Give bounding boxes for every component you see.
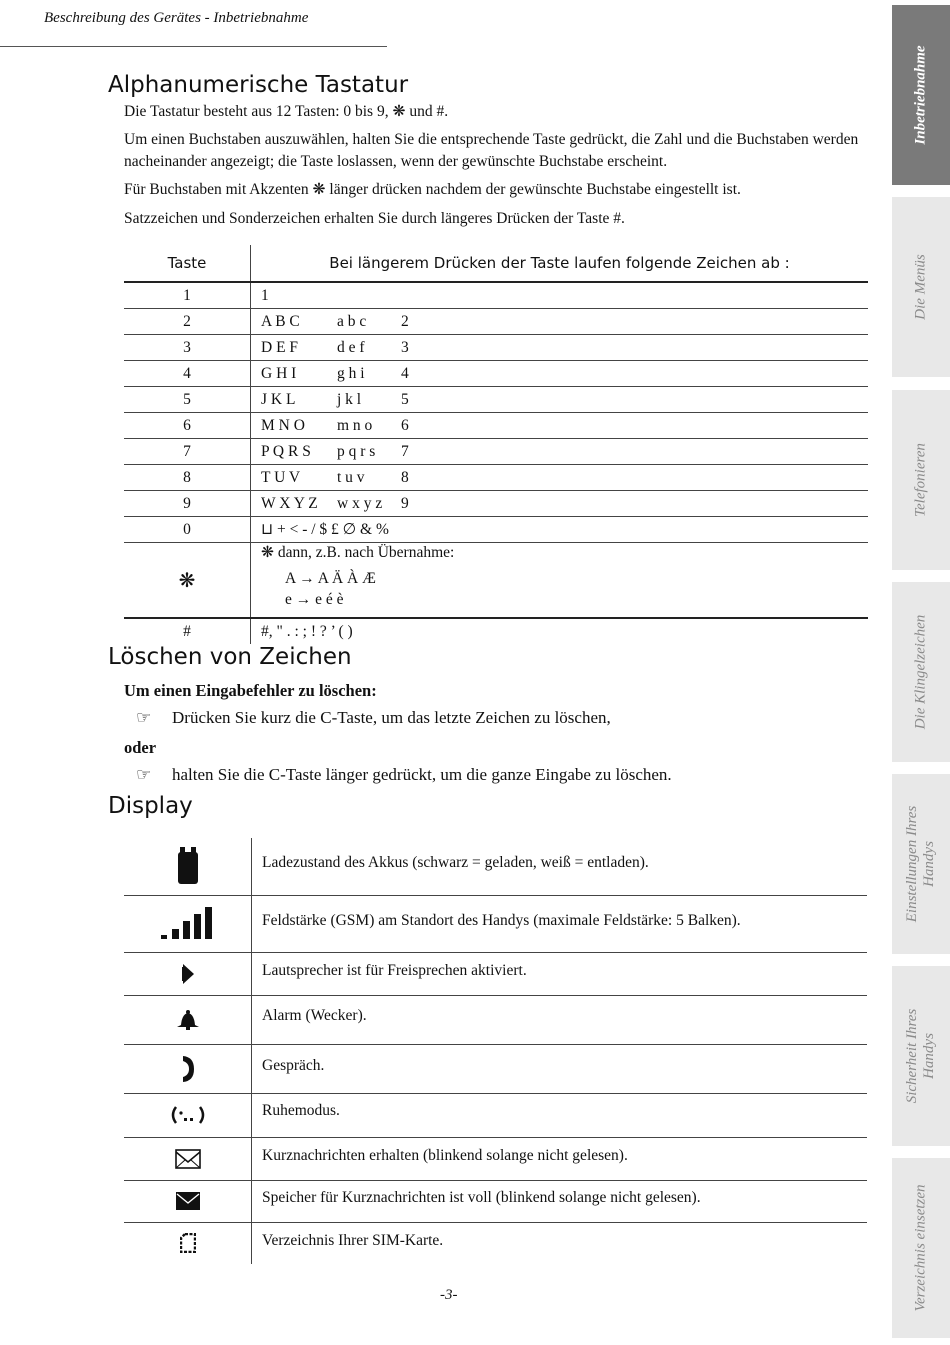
key-row: [124, 413, 868, 439]
header-key: Taste: [124, 245, 251, 282]
delete-or: oder: [124, 738, 157, 757]
delete-bullet-1-text: Drücken Sie kurz die C-Taste, um das letzte Zeichen zu löschen,: [172, 708, 611, 727]
key-row: [124, 439, 868, 465]
upper-chars: 1: [261, 286, 269, 304]
key-table: [124, 245, 868, 644]
header-rule: [0, 46, 387, 47]
upper-chars: P Q R S: [261, 442, 311, 460]
lower-chars: j k l: [337, 390, 362, 408]
side-tab-label: Verzeichnis einsetzen: [912, 1184, 929, 1312]
key-label: 6: [124, 413, 251, 439]
upper-chars: J K L: [261, 390, 296, 408]
running-head: Beschreibung des Gerätes - Inbetriebnahme: [44, 10, 309, 26]
hash-characters: #, " . : ; ! ? ’ ( ): [251, 618, 869, 644]
delete-bullet-2-text: halten Sie die C-Taste länger gedrückt, um die ganze Eingabe zu löschen.: [172, 765, 672, 784]
pointing-hand-icon: ☞: [136, 708, 152, 728]
envelope-open-icon: [175, 1149, 201, 1169]
digit-char: 5: [401, 390, 409, 408]
delete-bullet-1: [136, 708, 611, 728]
pointing-hand-icon: ☞: [136, 765, 152, 785]
key-label: 3: [124, 335, 251, 361]
paragraph-1: Die Tastatur besteht aus 12 Tasten: 0 bis 9, ❋ und #.: [124, 103, 449, 120]
paragraph-4: Satzzeichen und Sonderzeichen erhalten Sie durch längeres Drücken der Taste #.: [124, 210, 625, 227]
page-number: -3-: [440, 1287, 458, 1303]
delete-bullet-2: [136, 765, 672, 785]
lower-chars: d e f: [337, 338, 365, 356]
digit-char: 9: [401, 494, 409, 512]
key-label: 4: [124, 361, 251, 387]
side-tab-label: Die Menüs: [912, 254, 929, 320]
side-tab-einstellungen[interactable]: [892, 774, 950, 954]
display-row-text: Ladezustand des Akkus (schwarz = geladen, weiß = entladen).: [252, 838, 868, 895]
alarm-bell-icon: [175, 1009, 201, 1031]
upper-chars: T U V: [261, 468, 301, 486]
side-tab-sicherheit[interactable]: [892, 966, 950, 1146]
upper-chars: W X Y Z: [261, 494, 318, 512]
display-row: [124, 1093, 867, 1137]
handset-icon: [181, 1055, 195, 1083]
side-tab-verzeichnis[interactable]: [892, 1158, 950, 1338]
key-row: [124, 335, 868, 361]
side-tab-label: Telefonieren: [912, 443, 929, 517]
lower-chars: g h i: [337, 364, 365, 382]
paragraph-2: Um einen Buchstaben auszuwählen, halten Sie die entsprechende Taste gedrückt, die Zahl und die Buchstaben werden nacheinander angezeigt; die Taste loslassen, wenn der gewünschte Buchstabe erscheint.: [124, 131, 859, 170]
star-description: ❋ dann, z.B. nach Übernahme:: [261, 544, 455, 561]
upper-chars: ⊔ + < - / $ £ ∅ & %: [261, 521, 389, 538]
side-tab-inbetriebnahme[interactable]: [892, 5, 950, 185]
side-tab-klingelzeichen[interactable]: [892, 582, 950, 762]
key-star: ❋: [124, 543, 251, 619]
digit-char: 8: [401, 468, 409, 486]
sim-card-icon: [180, 1233, 196, 1253]
digit-char: 6: [401, 416, 409, 434]
star-example-upper: A → A Ä À Æ: [285, 570, 376, 587]
display-row-text: Alarm (Wecker).: [252, 995, 868, 1044]
side-tab-menus[interactable]: [892, 197, 950, 377]
display-row: [124, 1137, 867, 1180]
key-row: [124, 282, 868, 309]
digit-char: 2: [401, 312, 409, 330]
display-row: [124, 995, 867, 1044]
display-row-text: Speicher für Kurznachrichten ist voll (blinkend solange nicht gelesen).: [252, 1180, 868, 1222]
header-characters: Bei längerem Drücken der Taste laufen folgende Zeichen ab :: [251, 245, 869, 282]
key-label: 2: [124, 309, 251, 335]
lower-chars: a b c: [337, 312, 367, 330]
side-tab-label: Einstellungen Ihres Handys: [904, 805, 937, 923]
lower-chars: p q r s: [337, 442, 376, 460]
display-row-text: Lautsprecher ist für Freisprechen aktiviert.: [252, 952, 868, 995]
key-row: [124, 309, 868, 335]
key-label: 8: [124, 465, 251, 491]
key-row: [124, 517, 868, 543]
key-row-star: [124, 543, 868, 619]
delete-intro: Um einen Eingabefehler zu löschen:: [124, 681, 377, 700]
display-row-text: Verzeichnis Ihrer SIM-Karte.: [262, 1231, 444, 1249]
side-tab-label: Inbetriebnahme: [912, 45, 929, 145]
display-row: [124, 952, 867, 995]
display-row: [124, 838, 867, 895]
display-row: [124, 1180, 867, 1222]
key-label: 1: [124, 282, 251, 309]
display-row-text: Gespräch.: [252, 1044, 868, 1093]
digit-char: 7: [401, 442, 409, 460]
upper-chars: D E F: [261, 338, 299, 356]
speaker-icon: [181, 963, 195, 985]
key-label: 9: [124, 491, 251, 517]
key-hash: #: [124, 618, 251, 644]
key-row: [124, 361, 868, 387]
key-label: 7: [124, 439, 251, 465]
section-title-display: Display: [108, 793, 193, 819]
key-table-header: [124, 245, 868, 282]
display-row: [124, 1222, 867, 1264]
display-row: [124, 1044, 867, 1093]
side-tab-label: Die Klingelzeichen: [912, 614, 929, 730]
envelope-full-icon: [175, 1191, 201, 1211]
lower-chars: w x y z: [337, 494, 383, 512]
battery-icon: [177, 847, 199, 885]
section-title-keyboard: Alphanumerische Tastatur: [108, 72, 409, 98]
lower-chars: m n o: [337, 416, 373, 434]
display-row: [124, 895, 867, 952]
signal-strength-icon: [161, 907, 215, 941]
key-row: [124, 387, 868, 413]
idle-icon: [169, 1104, 207, 1126]
key-row-hash: [124, 618, 868, 644]
display-row-text: Kurznachrichten erhalten (blinkend solange nicht gelesen).: [252, 1137, 868, 1180]
digit-char: 3: [401, 338, 409, 356]
key-label: 0: [124, 517, 251, 543]
upper-chars: G H I: [261, 364, 297, 382]
display-row-text: Feldstärke (GSM) am Standort des Handys (maximale Feldstärke: 5 Balken).: [252, 895, 868, 952]
key-label: 5: [124, 387, 251, 413]
paragraph-3: Für Buchstaben mit Akzenten ❋ länger drücken nachdem der gewünschte Buchstabe eingestellt ist.: [124, 181, 741, 198]
upper-chars: M N O: [261, 416, 305, 434]
display-icon-table: [124, 838, 867, 1264]
lower-chars: t u v: [337, 468, 365, 486]
upper-chars: A B C: [261, 312, 300, 330]
display-row-text: Ruhemodus.: [252, 1093, 868, 1137]
side-tab-telefonieren[interactable]: [892, 390, 950, 570]
digit-char: 4: [401, 364, 409, 382]
star-example-lower: e → e é è: [285, 591, 344, 608]
key-row: [124, 491, 868, 517]
section-title-delete: Löschen von Zeichen: [108, 644, 352, 670]
key-row: [124, 465, 868, 491]
side-tab-label: Sicherheit Ihres Handys: [904, 1008, 937, 1104]
